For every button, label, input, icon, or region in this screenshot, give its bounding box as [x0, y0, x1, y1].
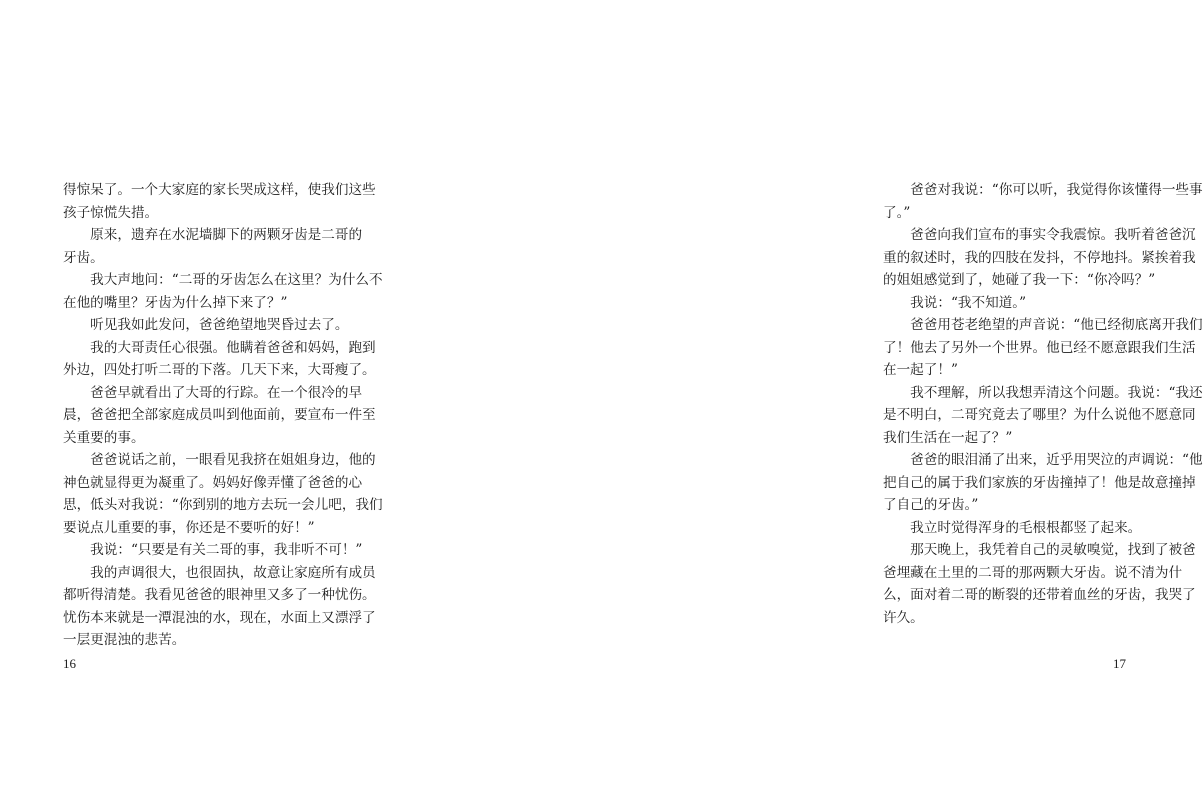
right-page-number: 17 [1113, 656, 1126, 671]
left-line-10: 爸爸早就看出了大哥的行踪。在一个很冷的早 [63, 385, 363, 401]
right-page [400, 0, 1203, 800]
right-line-7: 爸爸用苍老绝望的声音说：“他已经彻底离开我们 [883, 317, 1203, 333]
left-line-15: 思，低头对我说：“你到别的地方去玩一会儿吧，我们 [63, 497, 383, 513]
left-line-19: 都听得清楚。我看见爸爸的眼神里又多了一种忧伤。 [63, 587, 376, 603]
left-page [0, 0, 400, 800]
right-line-12: 我们生活在一起了？” [883, 430, 1013, 446]
right-line-5: 的姐姐感觉到了，她碰了我一下：“你冷吗？” [883, 272, 1156, 288]
right-line-9: 在一起了！” [883, 362, 958, 378]
right-line-14: 把自己的属于我们家族的牙齿撞掉了！他是故意撞掉 [883, 475, 1196, 491]
left-page-number: 16 [63, 656, 76, 671]
left-line-1: 得惊呆了。一个大家庭的家长哭成这样，使我们这些 [63, 182, 376, 198]
left-line-9: 外边，四处打听二哥的下落。几天下来，大哥瘦了。 [63, 362, 376, 378]
right-line-15: 了自己的牙齿。” [883, 497, 979, 513]
left-line-8: 我的大哥责任心很强。他瞒着爸爸和妈妈，跑到 [63, 340, 376, 356]
right-line-2: 了。” [883, 205, 911, 221]
right-line-19: 么，面对着二哥的断裂的还带着血丝的牙齿，我哭了 [883, 587, 1196, 603]
left-line-5: 我大声地问：“二哥的牙齿怎么在这里？为什么不 [63, 272, 383, 288]
right-line-16: 我立时觉得浑身的毛根根都竖了起来。 [883, 520, 1142, 536]
left-line-11: 晨，爸爸把全部家庭成员叫到他面前，要宣布一件至 [63, 407, 376, 423]
right-line-3: 爸爸向我们宣布的事实令我震惊。我听着爸爸沉 [883, 227, 1196, 243]
right-line-8: 了！他去了另外一个世界。他已经不愿意跟我们生活 [883, 340, 1196, 356]
left-line-16: 要说点儿重要的事，你还是不要听的好！” [63, 520, 315, 536]
left-line-12: 关重要的事。 [63, 430, 145, 446]
left-line-18: 我的声调很大，也很固执，故意让家庭所有成员 [63, 565, 376, 581]
left-line-20: 忧伤本来就是一潭混浊的水，现在，水面上又漂浮了 [63, 610, 376, 626]
left-line-6: 在他的嘴里？牙齿为什么掉下来了？” [63, 295, 288, 311]
right-line-1: 爸爸对我说：“你可以听，我觉得你该懂得一些事 [883, 182, 1203, 198]
right-line-17: 那天晚上，我凭着自己的灵敏嗅觉，找到了被爸 [883, 542, 1196, 558]
left-line-14: 神色就显得更为凝重了。妈妈好像弄懂了爸爸的心 [63, 475, 363, 491]
right-line-10: 我不理解，所以我想弄清这个问题。我说：“我还 [883, 385, 1203, 401]
left-line-21: 一层更混浊的悲苦。 [63, 632, 186, 648]
right-line-13: 爸爸的眼泪涌了出来，近乎用哭泣的声调说：“他 [883, 452, 1203, 468]
right-line-20: 许久。 [883, 610, 924, 626]
right-line-11: 是不明白，二哥究竟去了哪里？为什么说他不愿意同 [883, 407, 1196, 423]
left-line-4: 牙齿。 [63, 250, 104, 266]
right-line-18: 爸埋藏在土里的二哥的那两颗大牙齿。说不清为什 [883, 565, 1183, 581]
left-line-2: 孩子惊慌失措。 [63, 205, 159, 221]
left-line-3: 原来，遗弃在水泥墙脚下的两颗牙齿是二哥的 [63, 227, 363, 243]
left-line-13: 爸爸说话之前，一眼看见我挤在姐姐身边，他的 [63, 452, 376, 468]
right-line-4: 重的叙述时，我的四肢在发抖，不停地抖。紧挨着我 [883, 250, 1196, 266]
left-line-7: 听见我如此发问，爸爸绝望地哭昏过去了。 [63, 317, 349, 333]
left-line-17: 我说：“只要是有关二哥的事，我非听不可！” [63, 542, 363, 558]
right-line-6: 我说：“我不知道。” [883, 295, 1027, 311]
